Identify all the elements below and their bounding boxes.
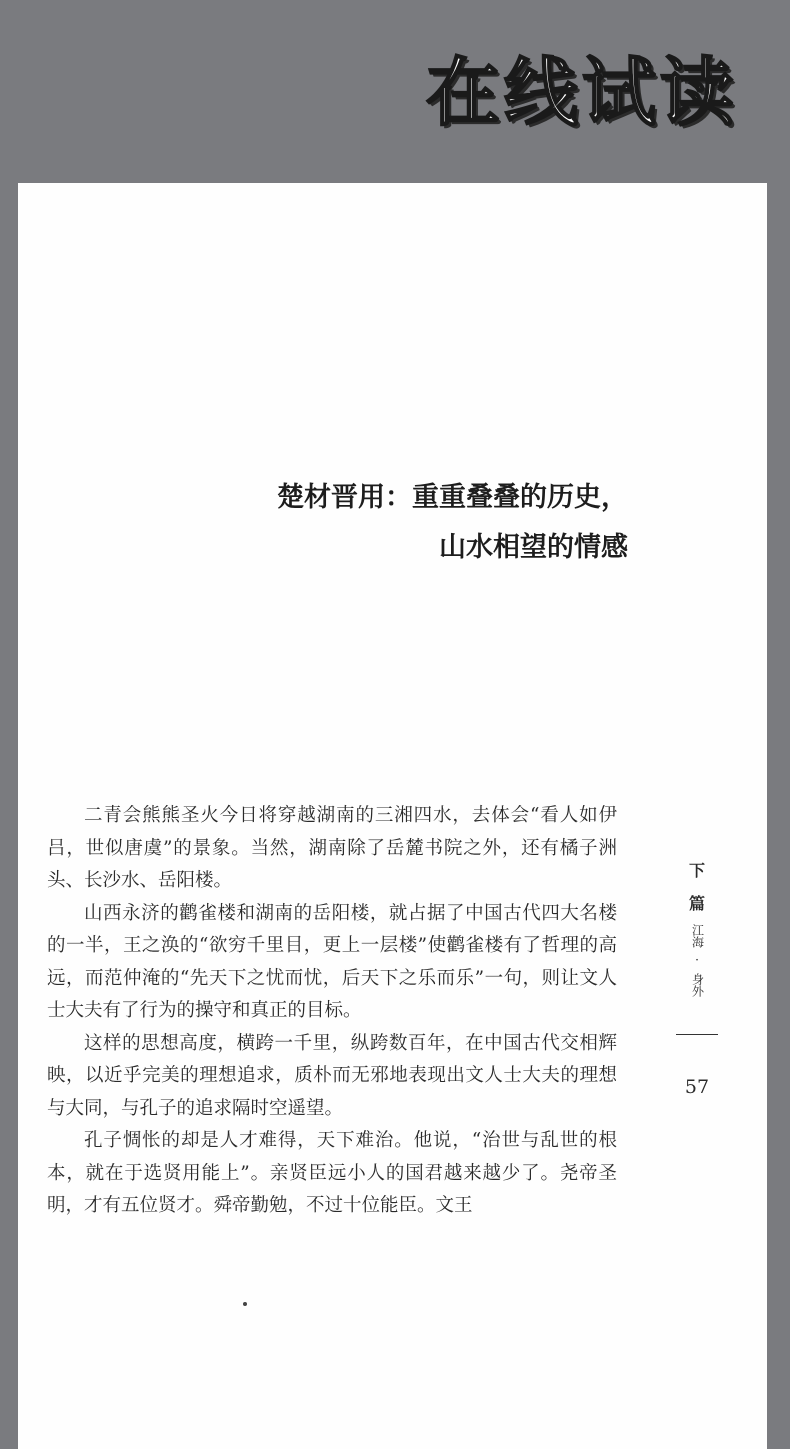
paragraph: 这样的思想高度，横跨一千里，纵跨数百年，在中国古代交相辉映，以近乎完美的理想追求，质朴而无邪地表现出文人士大夫的理想与大同，与孔子的追求隔时空遥望。 [47, 1032, 617, 1119]
section-label-dot: · [695, 953, 699, 967]
paragraph: 二青会熊熊圣火今日将穿越湖南的三湘四水，去体会“看人如伊吕，世似唐虞”的景象。当然，湖南除了岳麓书院之外，还有橘子洲头、长沙水、岳阳楼。 [47, 805, 617, 891]
print-speck [243, 1302, 247, 1306]
running-side-heading [687, 854, 707, 997]
book-page [18, 183, 767, 1449]
paragraph: 孔子惆怅的却是人才难得，天下难治。他说，“治世与乱世的根本，就在于选贤用能上”。亲贤臣远小人的国君越来越少了。尧帝圣明，才有五位贤才。舜帝勤勉，不过十位能臣。文王 [47, 1130, 617, 1216]
body-text [47, 800, 617, 1223]
part-label-char: 下 [688, 861, 705, 880]
chapter-title [168, 473, 628, 573]
section-label-line: 身外 [690, 973, 705, 997]
page-number-rule [676, 1034, 718, 1035]
section-label-line: 江海 [690, 924, 705, 948]
paragraph: 山西永济的鹳雀楼和湖南的岳阳楼，就占据了中国古代四大名楼的一半，王之涣的“欲穷千里目，更上一层楼”使鹳雀楼有了哲理的高远，而范仲淹的“先天下之忧而忧，后天下之乐而乐”一句，则让文人士大夫有了行为的操守和真正的目标。 [47, 902, 617, 1021]
chapter-title-line-2: 山水相望的情感 [439, 532, 628, 563]
chapter-title-line-1: 楚材晋用：重重叠叠的历史， [277, 482, 628, 513]
banner-title: 在线试读 [426, 50, 738, 136]
page-number: 57 [684, 1076, 710, 1098]
part-label-char: 篇 [688, 894, 705, 913]
